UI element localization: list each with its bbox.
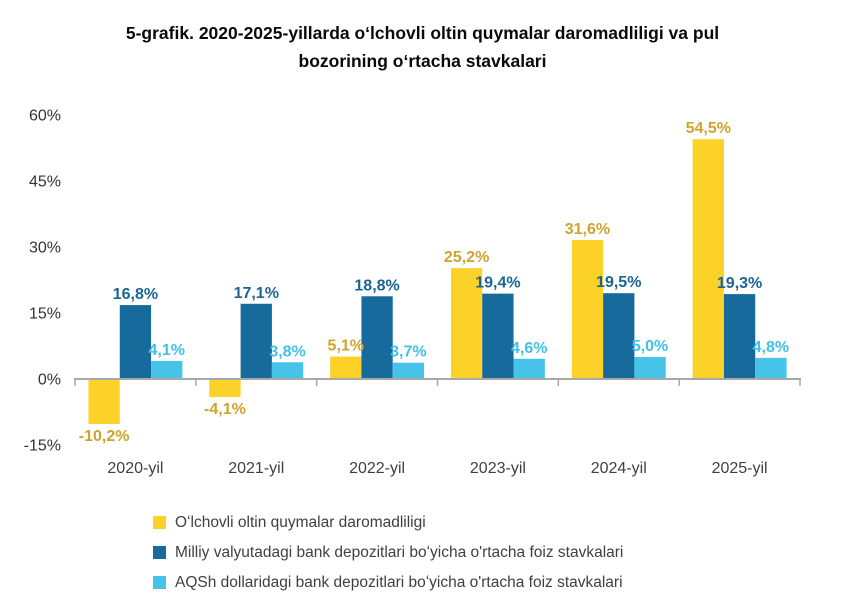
bar	[88, 379, 119, 424]
bar-value-label: 5,0%	[631, 338, 669, 355]
bar	[724, 294, 755, 379]
bar	[693, 139, 724, 379]
chart-title-line2: bozorining oʻrtacha stavkalari	[298, 51, 547, 71]
bar	[634, 357, 665, 379]
x-axis-category-label: 2020-yil	[107, 460, 164, 477]
bar	[755, 358, 786, 379]
bar-value-label: 19,3%	[716, 275, 763, 293]
bar-chart	[0, 88, 845, 500]
bar-value-label: 31,6%	[564, 220, 611, 238]
x-axis-category-label: 2025-yil	[711, 460, 768, 477]
x-axis-category-label: 2024-yil	[590, 460, 647, 477]
y-axis-tick-label: 45%	[28, 173, 61, 191]
bar	[272, 362, 303, 379]
bar-value-label: 18,8%	[354, 277, 400, 295]
bar-value-label: 16,8%	[112, 286, 159, 304]
bar	[120, 305, 151, 379]
legend-item	[153, 541, 623, 564]
bar	[514, 359, 545, 379]
bar-value-label: -10,2%	[78, 427, 130, 445]
chart-title	[0, 19, 845, 75]
bar-value-label: 19,4%	[475, 274, 521, 292]
legend-item	[153, 571, 623, 594]
bar-value-label: 3,8%	[269, 343, 306, 361]
bar	[603, 293, 634, 379]
bar	[209, 379, 240, 397]
chart-title-line1: 5-grafik. 2020-2025-yillarda oʻlchovli oltin quymalar daromadliligi va pul	[125, 23, 720, 43]
bar	[241, 304, 272, 379]
bar-value-label: 4,1%	[148, 341, 185, 359]
bar-value-label: 4,6%	[510, 339, 548, 357]
bar-value-label: 17,1%	[233, 284, 279, 302]
bar	[572, 240, 603, 379]
bar-value-label: 25,2%	[443, 249, 490, 267]
bar	[151, 361, 182, 379]
bar	[361, 296, 392, 379]
legend-item-label: Oʻlchovli oltin quymalar daromadliligi	[175, 513, 426, 531]
bar-value-label: 3,7%	[390, 343, 427, 361]
legend-item-label: AQSh dollaridagi bank depozitlari boʻyicha o'rtacha foiz stavkalari	[175, 573, 623, 591]
y-axis-tick-label: -15%	[23, 437, 61, 455]
x-axis-category-label: 2023-yil	[469, 460, 526, 477]
chart-legend	[153, 511, 623, 594]
x-axis-category-label: 2022-yil	[349, 460, 406, 477]
bar-value-label: 5,1%	[327, 337, 365, 355]
bar-value-label: 19,5%	[596, 274, 642, 292]
y-axis-tick-label: 60%	[28, 107, 61, 125]
legend-color-swatch-icon	[153, 576, 166, 589]
y-axis-tick-label: 0%	[37, 371, 61, 389]
legend-item-label: Milliy valyutadagi bank depozitlari boʻyicha o'rtacha foiz stavkalari	[175, 543, 624, 561]
bar-value-label: 4,8%	[752, 338, 790, 356]
x-axis-category-label: 2021-yil	[228, 460, 285, 477]
bar	[482, 294, 513, 379]
legend-color-swatch-icon	[153, 516, 166, 529]
bar-value-label: -4,1%	[204, 401, 246, 419]
bar	[393, 363, 424, 379]
bar	[330, 357, 361, 379]
legend-item	[153, 511, 623, 534]
y-axis-tick-label: 30%	[28, 239, 61, 257]
legend-color-swatch-icon	[153, 546, 166, 559]
bar-value-label: 54,5%	[685, 120, 731, 138]
y-axis-tick-label: 15%	[28, 305, 61, 323]
